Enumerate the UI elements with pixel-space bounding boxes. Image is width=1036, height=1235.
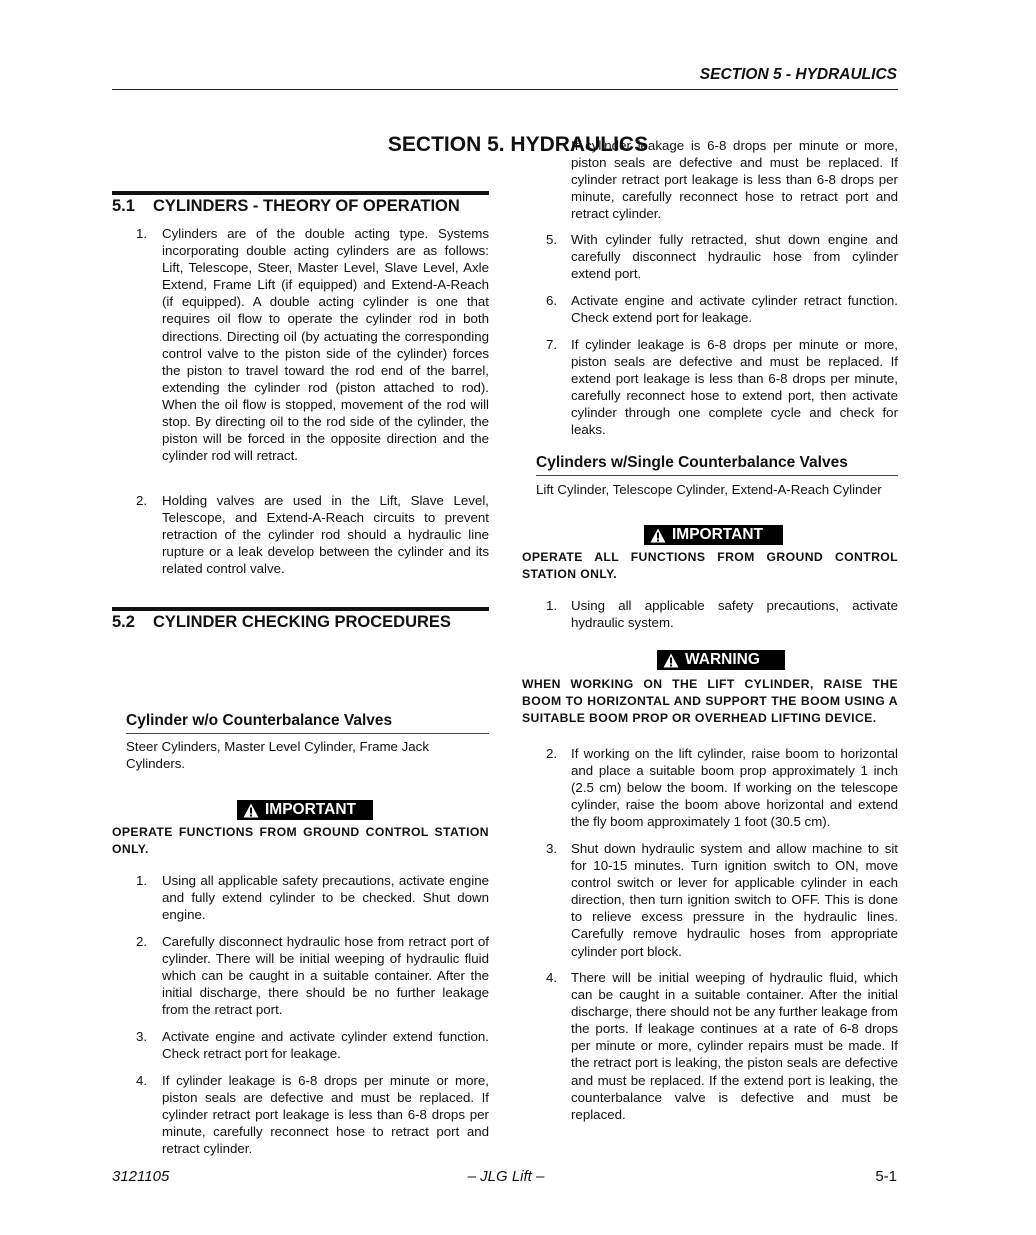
section-rule xyxy=(112,607,489,611)
list-item-text-part1: If cylinder leakage is 6-8 drops per minute or more, piston seals are defective and must be replaced. If cylinder retract port leakage is less than 6-8 drops per minute, carefully reconnect hose to retract port and retract cylinder. xyxy=(162,1073,489,1157)
list-item-text: Activate engine and activate cylinder extend function. Check retract port for leakage. xyxy=(162,1029,489,1062)
important-text: OPERATE FUNCTIONS FROM GROUND CONTROL STATION ONLY. xyxy=(112,825,489,857)
footer-center: – JLG Lift – xyxy=(467,1168,545,1185)
subsection-description: Lift Cylinder, Telescope Cylinder, Extend-A-Reach Cylinder xyxy=(536,482,882,497)
list-item-text: With cylinder fully retracted, shut down engine and carefully disconnect hydraulic hose from cylinder extend port. xyxy=(571,232,898,282)
doc-number: 3121105 xyxy=(112,1168,170,1185)
header-rule xyxy=(112,89,898,90)
list-item-text: There will be initial weeping of hydraulic fluid, which can be caught in a suitable container. After the initial discharge, there should not be any further leakage from the ports. If leakage continues at a rate of 6-8 drops per minute or more, cylinder repairs must be made. If the retract port is leaking, the piston seals are defective and must be replaced. If the extend port is leaking, the counterbalance valve is defective and must be replaced. xyxy=(571,970,898,1122)
warning-text: WHEN WORKING ON THE LIFT CYLINDER, RAISE THE BOOM TO HORIZONTAL AND SUPPORT THE BOOM USING A SUITABLE BOOM PROP OR OVERHEAD LIFTING DEVICE. xyxy=(522,677,898,726)
page-number: 5-1 xyxy=(875,1168,897,1185)
list-item-continuation: If cylinder leakage is 6-8 drops per minute or more, piston seals are defective and must be replaced. If cylinder retract port leakage is less than 6-8 drops per minute, carefully reconnect hose to retract port and retract cylinder. xyxy=(571,137,898,222)
important-badge: IMPORTANT xyxy=(237,800,373,820)
section-heading-5-1: 5.1 CYLINDERS - THEORY OF OPERATION xyxy=(112,197,460,215)
warning-triangle-icon xyxy=(650,528,666,543)
page-title: SECTION 5. HYDRAULICS xyxy=(387,133,649,156)
list-item-text: Cylinders are of the double acting type. Systems incorporating double acting cylinders are as follows: Lift, Telescope, Steer, Master Level, Slave Level, Axle Extend, Frame Lift (if equipped) and Extend-A-Reach (if equipped). A double acting cylinder is one that requires oil flow to operate the cylinder rod in both directions. Directing oil (by actuating the corresponding control valve to the piston side of the cylinder) forces the piston to travel toward the rod end of the barrel, extending the cylinder rod (piston attached to rod). When the oil flow is stopped, movement of the rod will stop. By directing oil to the rod side of the cylinder, the piston will be forced in the opposite direction and the cylinder rod will retract. xyxy=(162,226,489,464)
list-item-text: Shut down hydraulic system and allow machine to sit for 10-15 minutes. Turn ignition switch to ON, move control switch or lever for applicable cylinder in each direction, then turn ignition switch to OFF. This is done to relieve excess pressure in the hydraulic lines. Carefully remove hydraulic hoses from appropriate cylinder port block. xyxy=(571,841,898,959)
list-item-text: If cylinder leakage is 6-8 drops per minute or more, piston seals are defective and must be replaced. If extend port leakage is less than 6-8 drops per minute, carefully reconnect hose to extend port, then activate cylinder through one complete cycle and check for leaks. xyxy=(571,337,898,438)
running-header: SECTION 5 - HYDRAULICS xyxy=(699,66,897,83)
section-rule xyxy=(112,191,489,195)
list-item-text: Holding valves are used in the Lift, Slave Level, Telescope, and Extend-A-Reach circuits to prevent retraction of the cylinder rod should a hydraulic line rupture or a leak develop between the cylinder and its related control valve. xyxy=(162,493,489,577)
warning-triangle-icon xyxy=(663,653,679,668)
warning-triangle-icon xyxy=(243,803,259,818)
list-item-text: Using all applicable safety precautions, activate engine and fully extend cylinder to be checked. Shut down engine. xyxy=(162,873,489,923)
important-text: OPERATE ALL FUNCTIONS FROM GROUND CONTROL STATION ONLY. xyxy=(522,550,898,582)
subsection-description: Steer Cylinders, Master Level Cylinder, Frame Jack Cylinders. xyxy=(126,739,429,772)
section-heading-5-2: 5.2 CYLINDER CHECKING PROCEDURES xyxy=(112,613,451,631)
list-item-text: Carefully disconnect hydraulic hose from retract port of cylinder. There will be initial weeping of hydraulic fluid which can be caught in a suitable container. After the initial discharge, there should be no further leakage from the retract port. xyxy=(162,934,489,1018)
list-item-text: If working on the lift cylinder, raise boom to horizontal and place a suitable boom prop approximately 1 inch (2.5 cm) below the boom. If working on the telescope cylinder, raise the boom above horizontal and extend the fly boom approximately 1 foot (30.5 cm). xyxy=(571,746,898,830)
subsection-heading: Cylinder w/o Counterbalance Valves xyxy=(126,712,393,729)
important-badge: IMPORTANT xyxy=(644,525,783,545)
subsection-rule xyxy=(536,475,898,476)
list-item-text: Activate engine and activate cylinder retract function. Check extend port for leakage. xyxy=(571,293,898,326)
subsection-rule xyxy=(126,733,489,734)
warning-badge: WARNING xyxy=(657,650,785,670)
subsection-heading: Cylinders w/Single Counterbalance Valves xyxy=(536,454,848,471)
list-item-text: Using all applicable safety precautions, activate hydraulic system. xyxy=(571,598,898,631)
